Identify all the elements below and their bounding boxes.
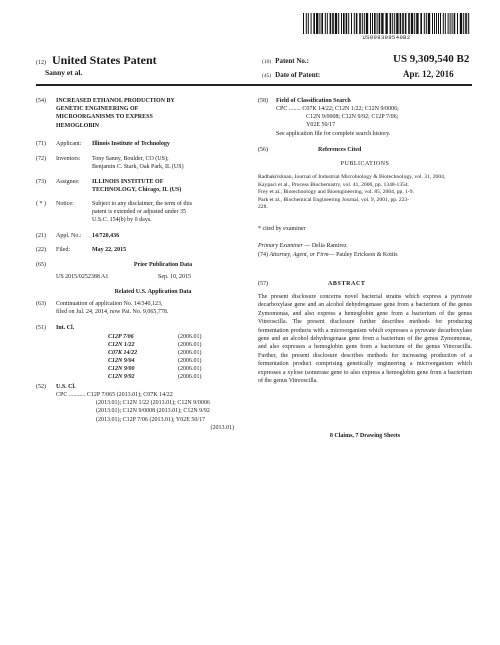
barcode-bar: [405, 13, 407, 34]
notice-line: Subject to any disclaimer, the term of this: [92, 201, 193, 207]
barcode-bar: [335, 13, 337, 34]
class-code: C12P 7/06: [108, 334, 134, 340]
primary-examiner: Primary Examiner — Delia Ramirez: [258, 243, 347, 249]
barcode-bar: [359, 13, 361, 34]
inventor-line: Benjamin C. Stark, Oak Park, IL (US): [92, 164, 184, 171]
invention-title: [56, 97, 276, 130]
barcode-bar: [440, 13, 441, 34]
barcode-bar: [327, 13, 328, 34]
barcode-bar: [460, 13, 462, 34]
barcode-bar: [445, 13, 446, 34]
cpc-classification: [56, 391, 234, 432]
class-date: (2006.01): [178, 342, 202, 348]
barcode-bar: [381, 13, 383, 34]
title-line: GENETIC ENGINEERING OF: [56, 106, 139, 113]
field-code: (21): [36, 233, 46, 239]
field-code: ( * ): [36, 201, 46, 207]
field-code: (54): [36, 98, 46, 104]
title-line: INCREASED ETHANOL PRODUCTION BY: [56, 98, 175, 104]
search-line: C12N 9/0008; C12N 9/92; C12P 7/06;: [306, 114, 399, 121]
first-inventor: Sanny et al.: [45, 68, 83, 77]
cpc-line: (2013.01); C12N 1/22 (2013.01); C12N 9/0006: [96, 400, 210, 407]
barcode-bar: [346, 13, 348, 34]
barcode-bar: [332, 13, 334, 34]
cpc-line: CPC ........... C12P 7/065 (2013.01); C07K 14/22: [56, 392, 173, 398]
field-label: U.S. Cl.: [56, 384, 76, 390]
title-line: MICROORGANISMS TO EXPRESS: [56, 114, 153, 121]
class-date: (2006.01): [178, 350, 202, 356]
assignee-line: TECHNOLOGY, Chicago, IL (US): [92, 187, 182, 194]
barcode-bar: [356, 13, 358, 34]
field-code: (56): [258, 147, 268, 153]
barcode-bar: [370, 13, 371, 34]
barcode-bar: [372, 13, 373, 34]
barcode-bar: [364, 13, 365, 34]
examiner-label: Primary Examiner: [258, 243, 303, 249]
abstract-text: The present disclosure concerns novel bacterial strains which express a pyruvate decarboxylase gene and an alcohol dehydrogenase gene from a bacterium of the genus Zymomonas, and also express a hemoglobin gene from a bacterium of the genus Vitreoscilla. The present disclosure further describes methods for producing fermentation products with a microorganism which expresses a pyruvate decarboxylase gene and an alcohol dehydrogenase gene from a bacterium of the genus Zymomonas, and also expresses a hemoglobin gene from a bacterium of the genus Vitreoscilla. Further, the present disclosure describes methods for increasing production of a fermentation product comprising genetically engineering a microorganism which expresses a xylose isomerase gene to also express a hemoglobin gene from a bacterium of the genus Vitreoscilla.: [258, 294, 472, 385]
reference-item: Radhakrishnan, Journal of Industrial Microbiology & Biotechnology, vol. 31, 2004,: [258, 174, 446, 180]
barcode-bar: [390, 13, 392, 34]
attorney-agent: [258, 251, 472, 259]
assignee-line: ILLINOIS INSTITUTE OF: [92, 179, 164, 185]
barcode-bar: [338, 13, 339, 34]
barcode-bar: [411, 13, 413, 34]
barcode-bar: [303, 13, 304, 34]
field-label: Appl. No.:: [56, 233, 82, 239]
search-line: Y02E 50/17: [306, 122, 336, 129]
class-code: C12N 9/00: [108, 366, 135, 372]
barcode-bar: [341, 13, 342, 34]
barcode-bar: [400, 13, 402, 34]
barcode-bar: [438, 13, 439, 34]
reference-item: Kaypaci et al., Process Biochemistry, vol. 41, 2006, pp. 1348-1354.: [258, 181, 410, 188]
label-text: Date of Patent:: [275, 71, 321, 79]
search-line: CPC ........ C07K 14/22; C12N 1/22; C12N 9/0006;: [276, 106, 399, 112]
date-of-patent: Apr. 12, 2016: [403, 69, 454, 79]
barcode: [303, 13, 470, 34]
barcode-bar: [319, 13, 320, 34]
barcode-bar: [343, 13, 345, 34]
applicant-name: Illinois Institute of Technology: [92, 141, 170, 147]
inventor-list: [92, 155, 254, 171]
field-label: References Cited: [318, 147, 362, 153]
barcode-bar: [434, 13, 435, 34]
barcode-bar: [354, 13, 355, 34]
patent-number: US 9,309,540 B2: [393, 53, 470, 65]
cited-by-examiner-note: * cited by examiner: [258, 226, 306, 232]
barcode-bar: [432, 13, 433, 34]
barcode-bar: [392, 13, 393, 34]
field-code: (22): [36, 247, 46, 253]
barcode-bar: [468, 13, 469, 34]
field-label: Field of Classification Search: [276, 98, 351, 104]
barcode-bar: [416, 13, 418, 34]
field-code: (51): [36, 325, 46, 331]
barcode-bar: [330, 13, 332, 34]
barcode-bar: [377, 13, 378, 34]
cpc-line: (2013.01); C12N 9/0008 (2013.01); C12N 9/92: [96, 408, 210, 415]
search-history-note: See application file for complete search history.: [276, 130, 391, 137]
field-label: Assignee:: [56, 179, 80, 185]
field-label: Filed:: [56, 247, 71, 253]
class-code: C12N 1/22: [108, 342, 135, 348]
barcode-bar: [463, 13, 464, 34]
barcode-bar: [436, 13, 437, 34]
reference-item: Frey et al., Biotechnology and Bioengineering, vol. 85, 2004, pp. 1-9.: [258, 189, 414, 196]
barcode-bar: [428, 13, 430, 34]
abstract-heading: [258, 280, 472, 288]
barcode-bar: [454, 13, 456, 34]
cpc-line: (2013.01): [210, 424, 234, 431]
barcode-bar: [316, 13, 318, 34]
field-code: (72): [36, 156, 46, 162]
notice-line: patent is extended or adjusted under 35: [92, 209, 186, 216]
claims-summary: 8 Claims, 7 Drawing Sheets: [329, 433, 401, 439]
barcode-bar: [465, 13, 467, 34]
field-code: (63): [36, 301, 46, 307]
application-number: 14/720,436: [92, 233, 120, 239]
class-code: C12N 9/04: [108, 358, 135, 364]
barcode-bar: [311, 13, 312, 34]
barcode-bar: [348, 13, 349, 34]
barcode-bar: [366, 13, 368, 34]
filing-date: May 22, 2015: [92, 247, 127, 253]
inventor-line: Tony Sanny, Boulder, CO (US);: [92, 156, 169, 162]
field-code: (58): [258, 98, 268, 104]
barcode-bar: [426, 13, 427, 34]
examiner-name: Delia Ramirez: [311, 243, 347, 249]
barcode-bar: [306, 13, 307, 34]
class-date: (2006.01): [178, 334, 202, 340]
references-heading: [258, 146, 472, 154]
field-code: (65): [36, 262, 46, 268]
barcode-bar: [374, 13, 376, 34]
field-label: Inventors:: [56, 156, 81, 162]
field-code: (52): [36, 384, 46, 390]
class-date: (2006.01): [178, 374, 202, 380]
barcode-bar: [351, 13, 352, 34]
field-code: (57): [258, 281, 268, 287]
barcode-bar: [325, 13, 326, 34]
barcode-number: US009309540B2: [362, 34, 411, 41]
barcode-bar: [408, 13, 410, 34]
class-code: C07K 14/22: [108, 350, 138, 356]
continuation-line: Continuation of application No. 14/340,123,: [56, 301, 163, 307]
barcode-bar: [396, 13, 398, 34]
barcode-bar: [308, 13, 309, 34]
patent-number-label: [262, 57, 309, 65]
search-classes: [276, 105, 472, 138]
field-code: (73): [36, 179, 46, 185]
class-date: (2006.01): [178, 366, 202, 372]
barcode-bar: [457, 13, 458, 34]
class-code: C12N 9/92: [108, 374, 135, 380]
section-heading: Prior Publication Data: [133, 262, 193, 268]
notice-text: [92, 200, 270, 225]
barcode-bar: [424, 13, 425, 34]
field-of-search: [258, 97, 472, 105]
field-label: Int. Cl.: [56, 325, 75, 331]
continuation-text: [56, 300, 270, 316]
country-label: United States Patent: [52, 53, 157, 67]
reference-item: Park et al., Biochemical Engineering Journal, vol. 9, 2001, pp. 223-: [258, 196, 410, 203]
barcode-bar: [379, 13, 381, 34]
class-date: (2006.01): [178, 358, 202, 364]
cpc-line: (2013.01); C12P 7/06 (2013.01); Y02E 50/17: [96, 416, 206, 423]
field-label: Applicant:: [56, 141, 82, 147]
publication-date: Sep. 10, 2015: [158, 274, 191, 280]
field-code: (74): [258, 252, 268, 258]
barcode-bar: [385, 13, 387, 34]
header-divider: [36, 84, 472, 86]
assignee-name: [92, 178, 254, 194]
barcode-bar: [362, 13, 363, 34]
continuation-line: filed on Jul. 24, 2014, now Pat. No. 9,065,778.: [56, 309, 169, 316]
date-of-patent-label: [262, 71, 320, 79]
reference-item: 228.: [258, 204, 268, 211]
label-text: Patent No.:: [275, 57, 309, 65]
field-code: (45): [262, 73, 272, 79]
reference-list: [258, 174, 472, 212]
barcode-bar: [450, 13, 451, 34]
barcode-bar: [394, 13, 395, 34]
field-code: (10): [262, 59, 272, 65]
publications-heading: PUBLICATIONS: [340, 161, 390, 167]
field-code: (12): [36, 60, 46, 66]
barcode-bar: [414, 13, 415, 34]
field-code: (71): [36, 141, 46, 147]
section-heading: Related U.S. Application Data: [114, 289, 192, 295]
barcode-bar: [313, 13, 315, 34]
barcode-bar: [448, 13, 449, 34]
attorney-name: — Pauley Erickson & Kottis: [328, 252, 398, 258]
field-label: Notice:: [56, 201, 74, 207]
notice-line: U.S.C. 154(b) by 0 days.: [92, 217, 152, 224]
barcode-bar: [420, 13, 422, 34]
document-title: [36, 53, 157, 68]
field-label: ABSTRACT: [328, 281, 366, 287]
barcode-bar: [321, 13, 323, 34]
publication-number: US 2015/0252388 A1: [56, 274, 109, 280]
attorney-label: Attorney, Agent, or Firm: [269, 252, 329, 258]
barcode-bar: [443, 13, 444, 34]
barcode-bar: [452, 13, 453, 34]
title-line: HEMOGLOBIN: [56, 122, 100, 129]
barcode-bar: [402, 13, 404, 34]
